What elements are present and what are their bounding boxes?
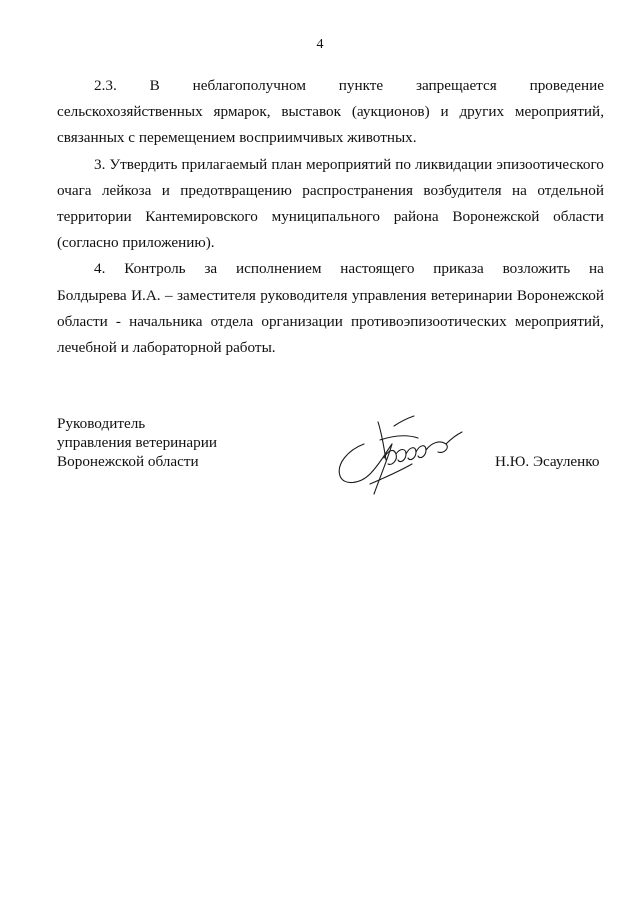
signature-title (57, 414, 217, 471)
word: И.А. (131, 286, 161, 304)
paragraph-line (57, 283, 604, 309)
word: управления (351, 286, 427, 304)
document-body (57, 73, 604, 361)
paragraph-line (57, 73, 604, 99)
word: Воронежской (516, 286, 604, 304)
word: 4. (94, 260, 106, 278)
word: на (589, 260, 604, 278)
word: - (115, 312, 121, 330)
word: выставок (281, 103, 342, 121)
word: очага (57, 181, 92, 199)
word: В (149, 77, 160, 94)
word: района (393, 208, 439, 226)
paragraph-2-3 (57, 73, 604, 152)
word: области (57, 312, 108, 330)
paragraph-line: связанных с перемещением восприимчивых животных. (57, 129, 417, 147)
signer-position-line: Руководитель (57, 415, 146, 432)
word: Кантемировского (145, 208, 258, 226)
word: отдельной (537, 181, 604, 199)
word: организации (261, 312, 343, 330)
word: мероприятий, (514, 312, 604, 330)
paragraph-3 (57, 152, 604, 257)
word: приказа (433, 260, 484, 278)
word: неблагополучном (192, 77, 306, 94)
word: Утвердить (109, 155, 178, 173)
paragraph-line (57, 152, 604, 178)
handwritten-signature (334, 414, 464, 496)
word: план (271, 155, 302, 173)
word: 3. (94, 155, 106, 173)
word: запрещается (416, 77, 497, 94)
word: мероприятий, (514, 103, 604, 121)
paragraph-line: (согласно приложению). (57, 234, 215, 252)
page-number: 4 (316, 37, 324, 52)
word: (аукционов) (351, 103, 430, 121)
word: за (204, 260, 218, 278)
word: Контроль (124, 260, 186, 278)
word: исполнением (236, 260, 322, 278)
word: ликвидации (415, 155, 493, 173)
word: по (395, 155, 411, 173)
word: предотвращению (180, 181, 292, 199)
word: муниципального (271, 208, 380, 226)
paragraph-line: лечебной и лабораторной работы. (57, 339, 276, 357)
word: возбудителя (423, 181, 502, 199)
word: прилагаемый (181, 155, 268, 173)
word: мероприятий (305, 155, 392, 173)
word: проведение (529, 77, 604, 94)
paragraph-line (57, 309, 604, 335)
paragraph-line (57, 178, 604, 204)
word: территории (57, 208, 132, 226)
paragraph-line (57, 204, 604, 230)
word: руководителя (260, 286, 348, 304)
word: ветеринарии (430, 286, 513, 304)
word: начальника (129, 312, 203, 330)
paragraph-4 (57, 256, 604, 361)
word: отдела (210, 312, 254, 330)
word: и (440, 103, 449, 121)
word: эпизоотического (496, 155, 604, 173)
word: области (553, 208, 604, 226)
word: и (161, 181, 170, 199)
word: заместителя (176, 286, 256, 304)
word: ярмарок, (213, 103, 271, 121)
signer-position-line: управления ветеринарии (57, 434, 218, 451)
word: Воронежской (452, 208, 540, 226)
word: распространения (302, 181, 414, 199)
signer-name: Н.Ю. Эсауленко (495, 453, 600, 470)
word: – (164, 286, 173, 304)
word: противоэпизоотических (351, 312, 507, 330)
word: на (512, 181, 527, 199)
paragraph-line (57, 99, 604, 125)
word: лейкоза (101, 181, 152, 199)
signer-position-line: Воронежской области (57, 453, 199, 470)
word: сельскохозяйственных (57, 103, 203, 121)
word: возложить (502, 260, 571, 278)
word: пункте (338, 77, 384, 94)
word: других (459, 103, 505, 121)
word: 2.3. (94, 77, 117, 94)
word: Болдырева (57, 286, 127, 304)
word: настоящего (340, 260, 415, 278)
paragraph-line (57, 256, 604, 282)
